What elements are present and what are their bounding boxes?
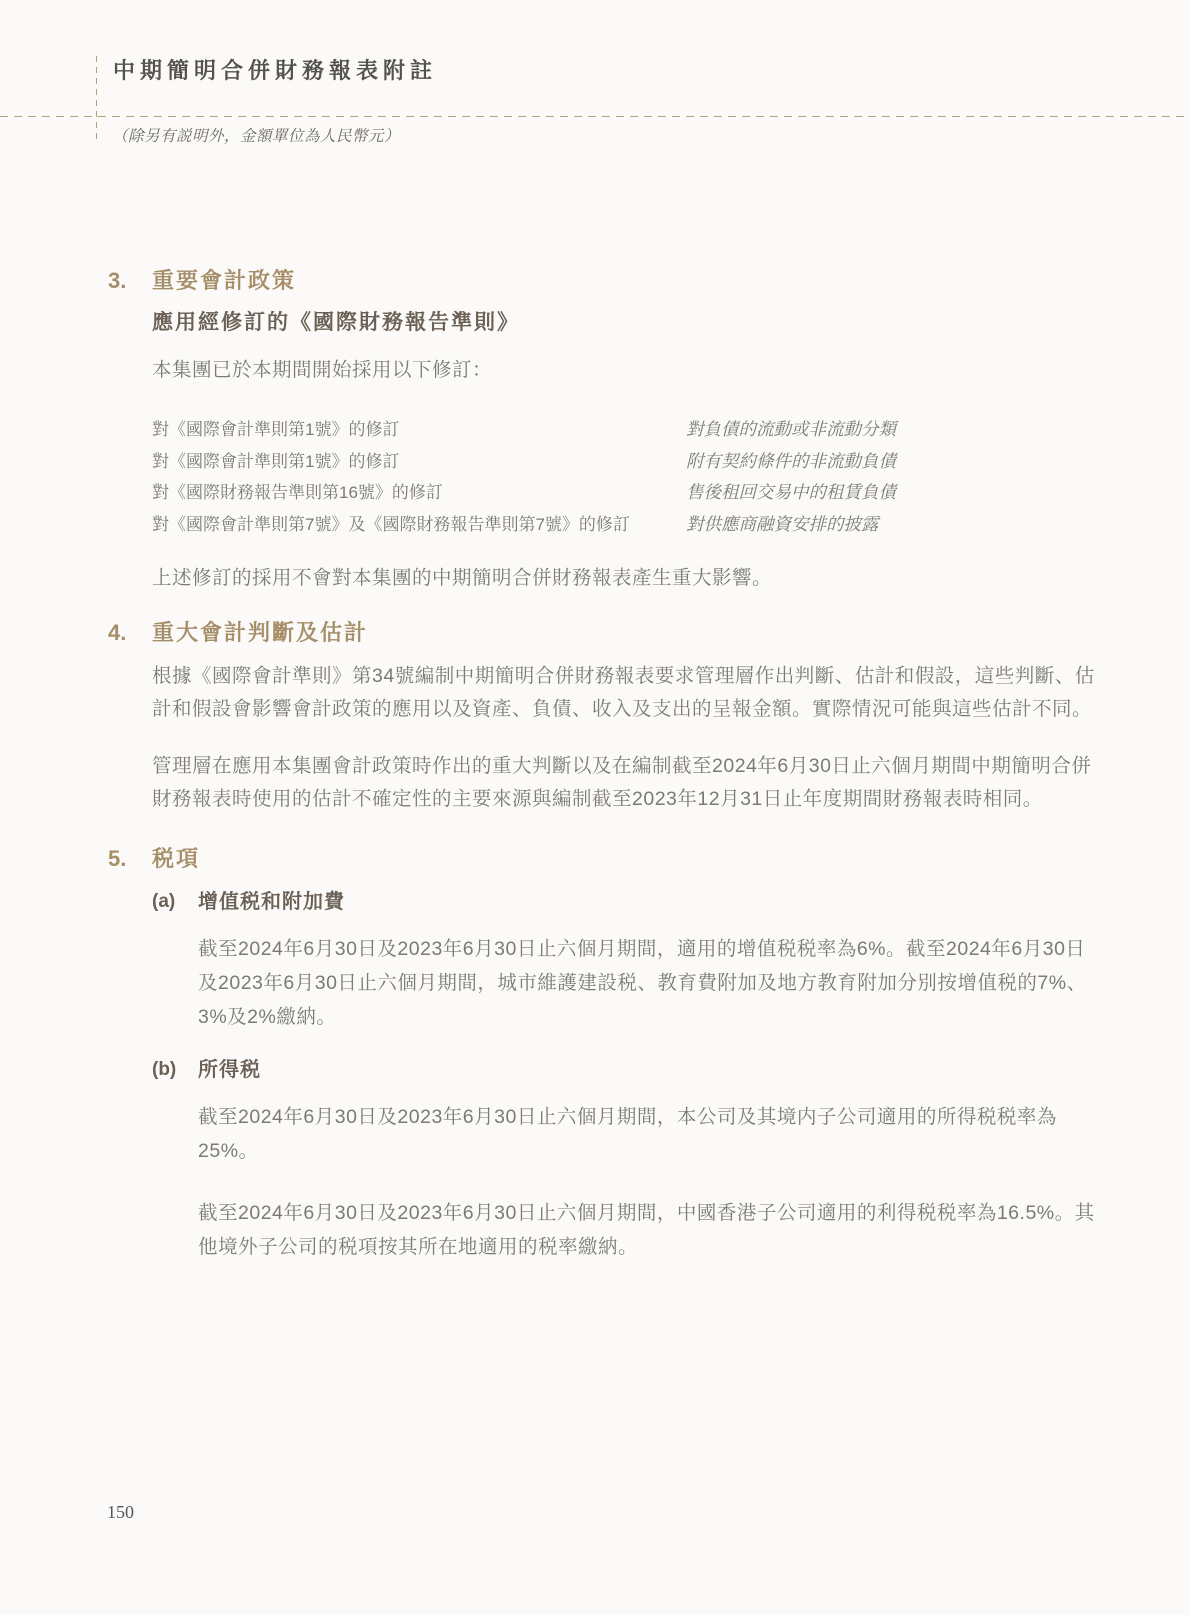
section-accounting-policies xyxy=(108,266,1122,590)
page-number: 150 xyxy=(107,1502,134,1522)
amendment-description: 對負債的流動或非流動分類 xyxy=(686,419,896,439)
section-taxation xyxy=(108,844,1122,1264)
section-content xyxy=(152,618,1110,816)
list-item xyxy=(152,477,1110,509)
intro-paragraph: 本集團已於本期間開始採用以下修訂： xyxy=(152,359,493,381)
subsection-title: 所得税 xyxy=(198,1059,261,1081)
list-item xyxy=(152,446,1110,478)
subsection-vat-surcharges xyxy=(152,888,1110,1034)
subsection-content xyxy=(198,888,1098,1034)
page-subtitle: （除另有説明外，金額單位為人民幣元） xyxy=(112,128,401,145)
header-vertical-dashed-rule xyxy=(96,56,97,144)
page-title: 中期簡明合併財務報表附註 xyxy=(113,58,438,83)
subsection-label: (a) xyxy=(152,891,176,912)
amendment-description: 對供應商融資安排的披露 xyxy=(686,513,879,534)
section-title: 重要會計政策 xyxy=(152,268,297,293)
amendment-name: 對《國際會計準則第1號》的修訂 xyxy=(152,451,400,471)
section-number: 3. xyxy=(108,268,127,293)
header-horizontal-dashed-rule xyxy=(0,116,1190,117)
section-number: 5. xyxy=(108,846,127,871)
closing-note: 上述修訂的採用不會對本集團的中期簡明合併財務報表產生重大影響。 xyxy=(152,567,773,589)
section-title: 税項 xyxy=(152,846,201,871)
amendment-description: 售後租回交易中的租賃負債 xyxy=(686,482,896,502)
subsection-income-tax xyxy=(152,1056,1110,1264)
amendments-list xyxy=(152,414,1110,540)
paragraph: 根據《國際會計準則》第34號編制中期簡明合併財務報表要求管理層作出判斷、估計和假設，這些判斷、估計和假設會影響會計政策的應用以及資產、負債、收入及支出的呈報金額。實際情況可能與這些估計不同。 xyxy=(152,665,1095,720)
amendment-name: 對《國際會計準則第7號》及《國際財務報告準則第7號》的修訂 xyxy=(152,514,630,534)
section-title: 重大會計判斷及估計 xyxy=(152,620,369,645)
paragraph: 截至2024年6月30日及2023年6月30日止六個月期間，中國香港子公司適用的利得税税率為16.5%。其他境外子公司的税項按其所在地適用的税率繳納。 xyxy=(198,1202,1095,1258)
section-subheading: 應用經修訂的《國際財務報告準則》 xyxy=(152,311,520,334)
paragraph: 截至2024年6月30日及2023年6月30日止六個月期間，適用的增值税税率為6%。截至2024年6月30日及2023年6月30日止六個月期間，城市維護建設税、教育費附加及地方教育附加分別按增值税的7%、3%及2%繳納。 xyxy=(198,938,1087,1028)
section-number: 4. xyxy=(108,620,127,645)
paragraph: 截至2024年6月30日及2023年6月30日止六個月期間，本公司及其境内子公司適用的所得税税率為25%。 xyxy=(198,1106,1057,1162)
document-body xyxy=(108,266,1122,1264)
section-content xyxy=(152,844,1110,1264)
section-content xyxy=(152,266,1110,590)
list-item xyxy=(152,509,1110,541)
amendment-name: 對《國際財務報告準則第16號》的修訂 xyxy=(152,483,443,502)
amendment-name: 對《國際會計準則第1號》的修訂 xyxy=(152,420,400,439)
section-judgements-estimates xyxy=(108,618,1122,816)
subsection-content xyxy=(198,1056,1098,1264)
list-item xyxy=(152,414,1110,446)
amendment-description: 附有契約條件的非流動負債 xyxy=(686,450,896,471)
subsection-label: (b) xyxy=(152,1059,177,1080)
paragraph: 管理層在應用本集團會計政策時作出的重大判斷以及在編制截至2024年6月30日止六個月期間中期簡明合併財務報表時使用的估計不確定性的主要來源與編制截至2023年12月31日止年度期間財務報表時相同。 xyxy=(152,755,1092,810)
subsection-title: 增值税和附加費 xyxy=(198,891,345,913)
